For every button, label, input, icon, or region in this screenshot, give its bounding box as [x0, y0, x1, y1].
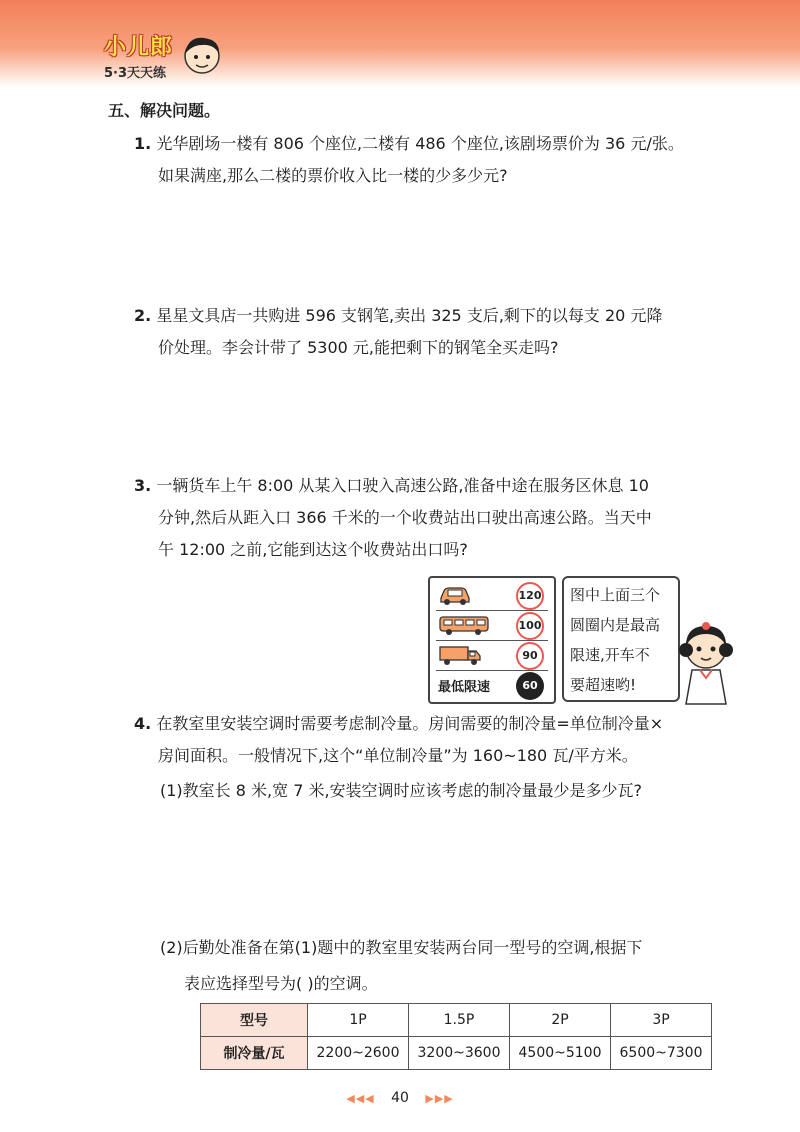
speed-row-bus: [430, 610, 554, 640]
car-icon: [438, 584, 472, 606]
question-text: 星星文具店一共购进 596 支钢笔,卖出 325 支后,剩下的以每支 20 元降: [156, 306, 663, 325]
right-arrows-icon: ▶▶▶: [425, 1092, 454, 1105]
row-header: 型号: [201, 1004, 308, 1037]
question-text: 如果满座,那么二楼的票价收入比一楼的少多少元?: [158, 166, 508, 185]
speed-row-car: [430, 580, 554, 610]
question-text: 表应选择型号为( )的空调。: [184, 974, 378, 993]
min-speed-sign: 60: [516, 672, 544, 700]
speed-row-truck: [430, 640, 554, 670]
table-row: [201, 1004, 712, 1037]
question-text: 价处理。李会计带了 5300 元,能把剩下的钢笔全买走吗?: [158, 338, 559, 357]
speed-sign: 120: [516, 582, 544, 610]
series-name: 5·3天天练: [104, 66, 167, 81]
table-cell: 3200~3600: [409, 1037, 510, 1070]
question-4: [134, 708, 663, 772]
section-title: 五、解决问题。: [108, 101, 221, 120]
row-header: 制冷量/瓦: [201, 1037, 308, 1070]
girl-character-icon: [674, 616, 738, 706]
page-footer: [0, 1090, 800, 1106]
ac-model-table: [200, 1003, 712, 1070]
table-cell: 1P: [308, 1004, 409, 1037]
question-number: 2.: [134, 306, 152, 325]
left-arrows-icon: ◀◀◀: [346, 1092, 375, 1105]
speech-line: 图中上面三个: [570, 586, 661, 604]
subquestion-2: [160, 930, 642, 1002]
table-row: [201, 1037, 712, 1070]
speech-line: 要超速哟!: [570, 676, 637, 694]
question-text: 房间面积。一般情况下,这个“单位制冷量”为 160~180 瓦/平方米。: [158, 746, 638, 765]
boy-mascot-icon: [180, 32, 224, 82]
question-text: 光华剧场一楼有 806 个座位,二楼有 486 个座位,该剧场票价为 36 元/张。: [156, 134, 684, 153]
speed-row-minimum: [430, 670, 554, 700]
subquestion-1: (1)教室长 8 米,宽 7 米,安装空调时应该考虑的制冷量最少是多少瓦?: [160, 781, 643, 800]
question-2: [134, 300, 662, 364]
truck-icon: [438, 644, 482, 666]
bus-icon: [438, 614, 490, 636]
table-cell: 1.5P: [409, 1004, 510, 1037]
question-number: 1.: [134, 134, 152, 153]
question-text: 午 12:00 之前,它能到达这个收费站出口吗?: [158, 540, 468, 559]
brand-logo: 小儿郎: [104, 35, 174, 60]
speed-sign: 100: [516, 612, 544, 640]
speed-sign: 90: [516, 642, 544, 670]
table-cell: 2P: [510, 1004, 611, 1037]
speed-limit-panel: [428, 576, 556, 704]
question-3: [134, 470, 652, 566]
question-text: 在教室里安装空调时需要考虑制冷量。房间需要的制冷量=单位制冷量×: [156, 714, 664, 733]
speech-line: 限速,开车不: [570, 646, 650, 664]
question-1: [134, 128, 684, 192]
speech-bubble: [562, 576, 680, 702]
question-number: 3.: [134, 476, 152, 495]
table-cell: 6500~7300: [611, 1037, 712, 1070]
question-text: 分钟,然后从距入口 366 千米的一个收费站出口驶出高速公路。当天中: [158, 508, 652, 527]
table-cell: 4500~5100: [510, 1037, 611, 1070]
question-text: 一辆货车上午 8:00 从某入口驶入高速公路,准备中途在服务区休息 10: [156, 476, 649, 495]
question-text: (2)后勤处准备在第(1)题中的教室里安装两台同一型号的空调,根据下: [160, 938, 643, 957]
table-cell: 2200~2600: [308, 1037, 409, 1070]
min-speed-label: 最低限速: [438, 680, 491, 695]
table-cell: 3P: [611, 1004, 712, 1037]
page-number: 40: [391, 1090, 409, 1106]
question-number: 4.: [134, 714, 152, 733]
speech-line: 圆圈内是最高: [570, 616, 661, 634]
